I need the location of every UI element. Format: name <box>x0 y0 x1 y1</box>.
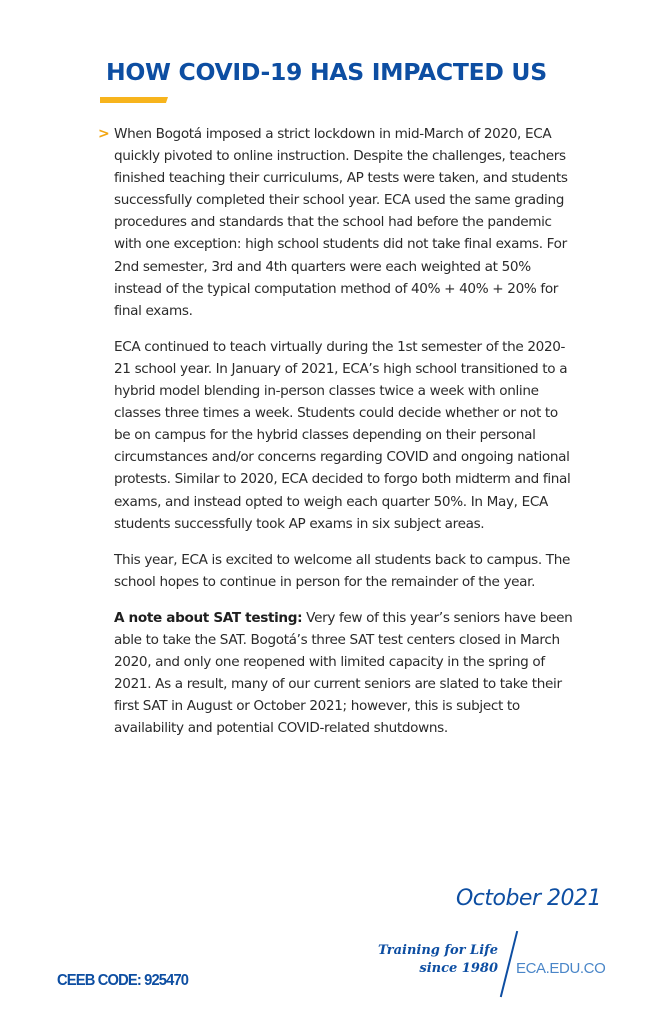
school-tagline <box>358 942 498 978</box>
paragraph-sat-note <box>114 607 576 740</box>
publication-date: October 2021 <box>455 886 601 911</box>
paragraph-lockdown <box>98 123 576 322</box>
tagline-line-2: since 1980 <box>419 961 498 976</box>
sat-note-body: Very few of this year’s seniors have been able to take the SAT. Bogotá’s three SAT test centers closed in March 2020, and only one reopened with limited capacity in the spring of 2021. As a result, many of our current seniors are slated to take their first SAT in August or October 2021; however, this is subject to availability and potential COVID-related shutdowns. <box>114 609 573 737</box>
tagline-line-1: Training for Life <box>378 943 498 958</box>
title-accent-underline <box>100 97 168 103</box>
page-title: HOW COVID-19 HAS IMPACTED US <box>106 58 547 86</box>
sat-note-lead: A note about SAT testing: <box>114 609 303 626</box>
ceeb-code: CEEB CODE: 925470 <box>57 972 189 989</box>
website-link[interactable]: ECA.EDU.CO <box>516 960 606 977</box>
paragraph-hybrid-model: ECA continued to teach virtually during the 1st semester of the 2020-21 school year. In January of 2021, ECA’s high school transitioned to a hybrid model blending in-person classes twice a week with online classes three times a week. Students could decide whether or not to be on campus for the hybrid classes depending on their personal circumstances and/or concerns regarding COVID and ongoing national protests. Similar to 2020, ECA decided to forgo both midterm and final exams, and instead opted to weigh each quarter 50%. In May, ECA students successfully took AP exams in six subject areas. <box>114 338 571 532</box>
article-body <box>98 123 576 753</box>
paragraph-text: When Bogotá imposed a strict lockdown in mid-March of 2020, ECA quickly pivoted to online instruction. Despite the challenges, teachers finished teaching their curriculums, AP tests were taken, and students successfully completed their school year. ECA used the same grading procedures and standards that the school had before the pandemic with one exception: high school students did not take final exams. For 2nd semester, 3rd and 4th quarters were each weighted at 50% instead of the typical computation method of 40% + 40% + 20% for final exams. <box>114 126 568 319</box>
chevron-right-icon: > <box>98 126 110 142</box>
paragraph-return-to-campus: This year, ECA is excited to welcome all students back to campus. The school hopes to continue in person for the remainder of the year. <box>114 551 571 590</box>
